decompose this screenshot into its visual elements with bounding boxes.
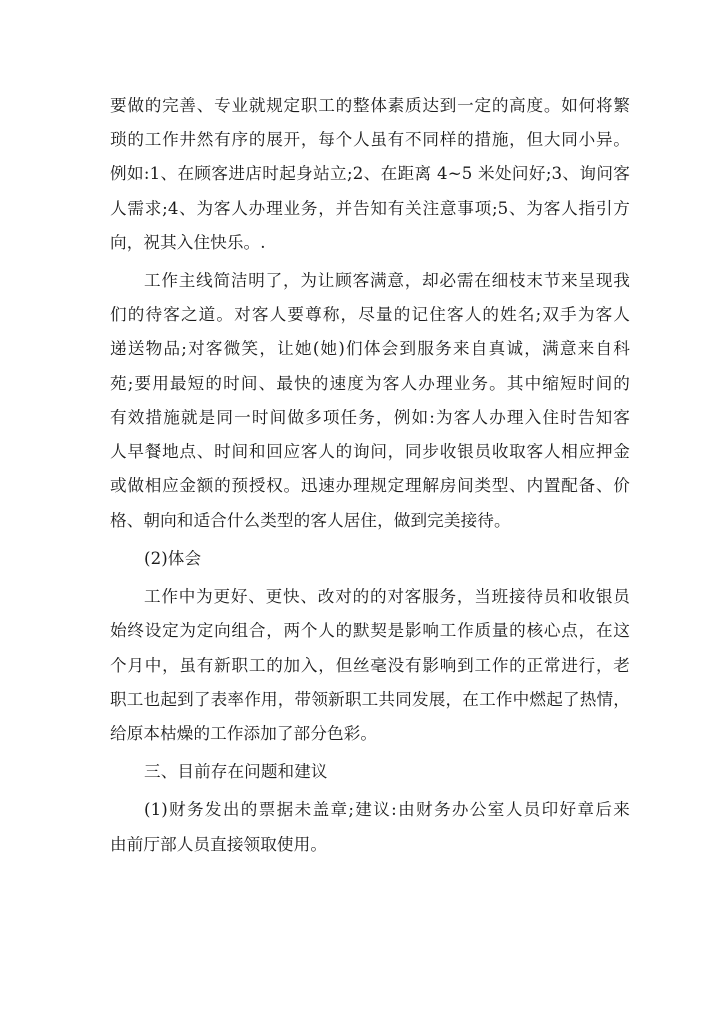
text-line: 向，祝其入住快乐。. xyxy=(110,233,266,252)
text-line: 个月中，虽有新职工的加入，但丝毫没有影响到工作的正常进行，老 xyxy=(110,656,630,675)
text-line: 格、朝向和适合什么类型的客人居住，做到完美接待。 xyxy=(110,511,511,530)
text-line: 人需求;4、为客人办理业务，并告知有关注意事项;5、为客人指引方 xyxy=(110,199,630,218)
text-line: 递送物品;对客微笑，让她(她)们体会到服务来自真诚，满意来自科 xyxy=(110,339,630,358)
text-line: 琐的工作井然有序的展开，每个人虽有不同样的措施，但大同小异。 xyxy=(110,130,630,149)
text-line: 工作中为更好、更快、改对的的对客服务，当班接待员和收银员 xyxy=(144,587,630,606)
text-line: 始终设定为定向组合，两个人的默契是影响工作质量的核心点，在这 xyxy=(110,621,630,640)
text-line: (1)财务发出的票据未盖章;建议:由财务办公室人员印好章后来 xyxy=(144,800,630,819)
text-line: 或做相应金额的预授权。迅速办理规定理解房间类型、内置配备、价 xyxy=(110,476,630,495)
text-line: 例如:1、在顾客进店时起身站立;2、在距离 4~5 米处问好;3、询问客 xyxy=(110,164,630,183)
text-line: 给原本枯燥的工作添加了部分色彩。 xyxy=(110,724,378,743)
text-line: 人早餐地点、时间和回应客人的询问，同步收银员收取客人相应押金 xyxy=(110,442,630,461)
text-line: 有效措施就是同一时间做多项任务，例如:为客人办理入住时告知客 xyxy=(110,408,630,427)
section-subheading: (2)体会 xyxy=(144,549,202,568)
text-line: 职工也起到了表率作用，带领新职工共同发展，在工作中燃起了热情， xyxy=(110,690,630,709)
text-line: 要做的完善、专业就规定职工的整体素质达到一定的高度。如何将繁 xyxy=(110,96,630,115)
text-line: 由前厅部人员直接领取使用。 xyxy=(110,835,328,854)
text-line: 工作主线简洁明了，为让顾客满意，却必需在细枝末节来呈现我 xyxy=(144,271,630,290)
text-line: 苑;要用最短的时间、最快的速度为客人办理业务。其中缩短时间的 xyxy=(110,374,630,393)
section-heading: 三、目前存在问题和建议 xyxy=(144,762,328,781)
text-line: 们的待客之道。对客人要尊称，尽量的记住客人的姓名;双手为客人 xyxy=(110,305,630,324)
